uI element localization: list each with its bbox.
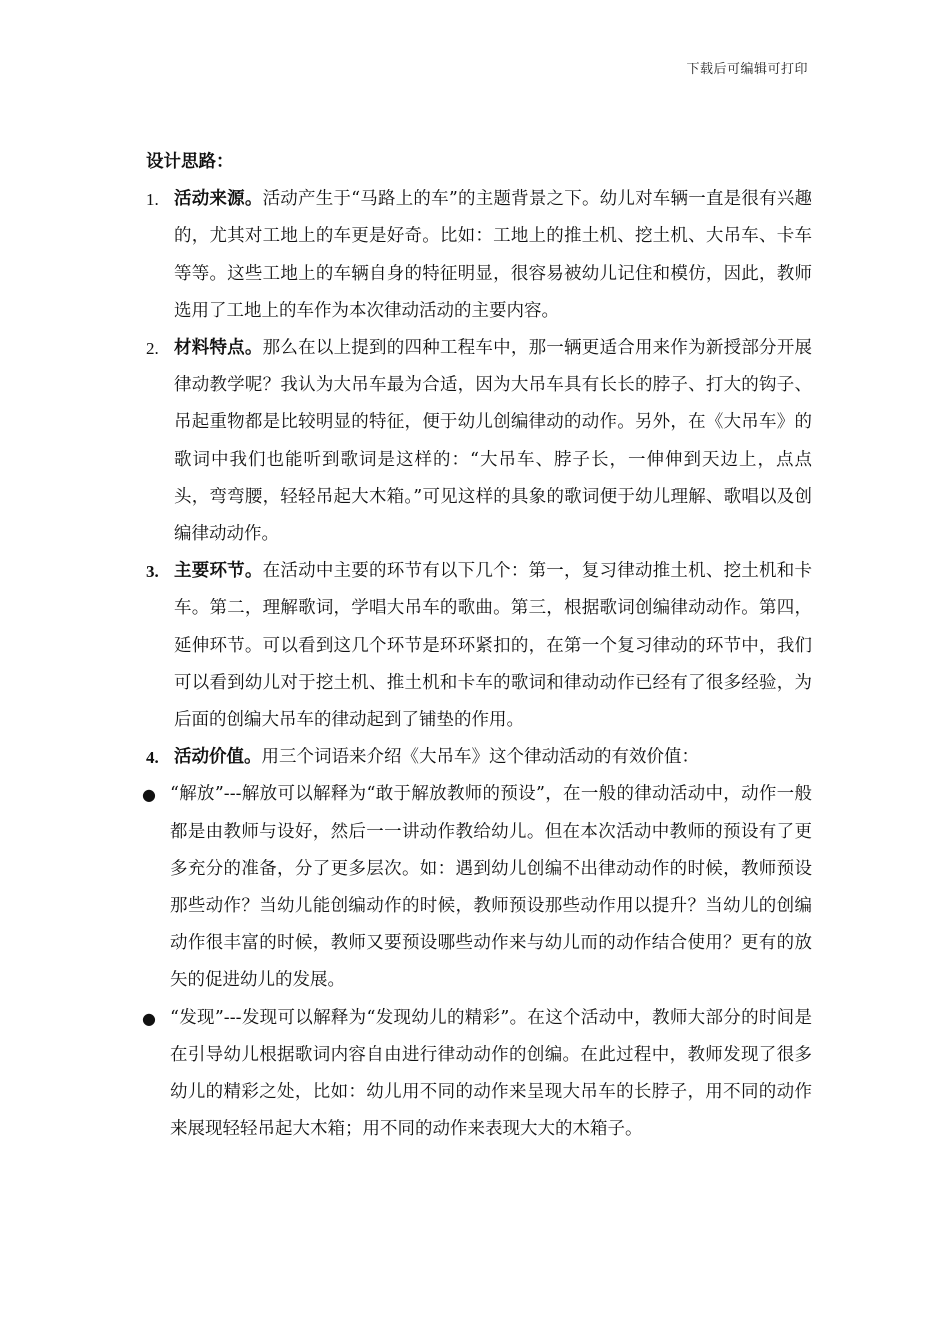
item-lead: 主要环节。 [174, 561, 263, 582]
item-text: 活动产生于“马路上的车”的主题背景之下。幼儿对车辆一直是很有兴趣的，尤其对工地上的车更是好奇。比如：工地上的推土机、挖土机、大吊车、卡车等等。这些工地上的车辆自身的特征明显，很容易被幼儿记住和模仿，因此，教师选用了工地上的车作为本次律动活动的主要内容。 [174, 189, 812, 321]
item-text: 在活动中主要的环节有以下几个：第一，复习律动推土机、挖土机和卡车。第二，理解歌词，学唱大吊车的歌曲。第三，根据歌词创编律动动作。第四，延伸环节。可以看到这几个环节是环环紧扣的，在第一个复习律动的环节中，我们可以看到幼儿对于挖土机、推土机和卡车的歌词和律动动作已经有了很多经验，为后面的创编大吊车的律动起到了铺垫的作用。 [174, 561, 813, 731]
bullet-item [142, 1000, 812, 1149]
list-item [146, 739, 812, 776]
bullet-icon: ● [142, 785, 156, 805]
document-body [142, 144, 813, 1148]
bullet-item [142, 776, 812, 999]
list-item [146, 553, 812, 739]
item-text: 那么在以上提到的四种工程车中，那一辆更适合用来作为新授部分开展律动教学呢？我认为大吊车最为合适，因为大吊车具有长长的脖子、打大的钩子、吊起重物都是比较明显的特征，便于幼儿创编律动的动作。另外，在《大吊车》的歌词中我们也能听到歌词是这样的：“大吊车、脖子长，一伸伸到天边上，点点头，弯弯腰，轻轻吊起大木箱。”可见这样的具象的歌词便于幼儿理解、歌唱以及创编律动动作。 [174, 338, 813, 545]
list-item [146, 181, 812, 330]
bullet-icon: ● [142, 1008, 156, 1028]
item-lead: 活动来源。 [174, 189, 263, 210]
list-number: 1. [146, 190, 159, 210]
list-number: 3. [146, 562, 159, 582]
item-text: 用三个词语来介绍《大吊车》这个律动活动的有效价值： [261, 747, 699, 768]
item-lead: 活动价值。 [174, 747, 262, 768]
list-number: 2. [146, 339, 159, 359]
section-title: 设计思路： [146, 152, 234, 172]
list-item [146, 330, 812, 553]
bullet-text: “发现”---发现可以解释为“发现幼儿的精彩”。在这个活动中，教师大部分的时间是在引导幼儿根据歌词内容自由进行律动动作的创编。在此过程中，教师发现了很多幼儿的精彩之处，比如：幼儿用不同的动作来呈现大吊车的长脖子，用不同的动作来展现轻轻吊起大木箱；用不同的动作来表现大大的木箱子。 [170, 1007, 812, 1140]
page-header-note: 下载后可编辑可打印 [686, 62, 808, 77]
list-number: 4. [146, 748, 159, 768]
bullet-text: “解放”---解放可以解释为“敢于解放教师的预设”，在一般的律动活动中，动作一般都是由教师与设好，然后一一讲动作教给幼儿。但在本次活动中教师的预设有了更多充分的准备，分了更多层次。如：遇到幼儿创编不出律动动作的时候，教师预设那些动作？当幼儿能创编动作的时候，教师预设那些动作用以提升？当幼儿的创编动作很丰富的时候，教师又要预设哪些动作来与幼儿而的动作结合使用？更有的放矢的促进幼儿的发展。 [170, 784, 812, 991]
item-lead: 材料特点。 [174, 338, 263, 359]
